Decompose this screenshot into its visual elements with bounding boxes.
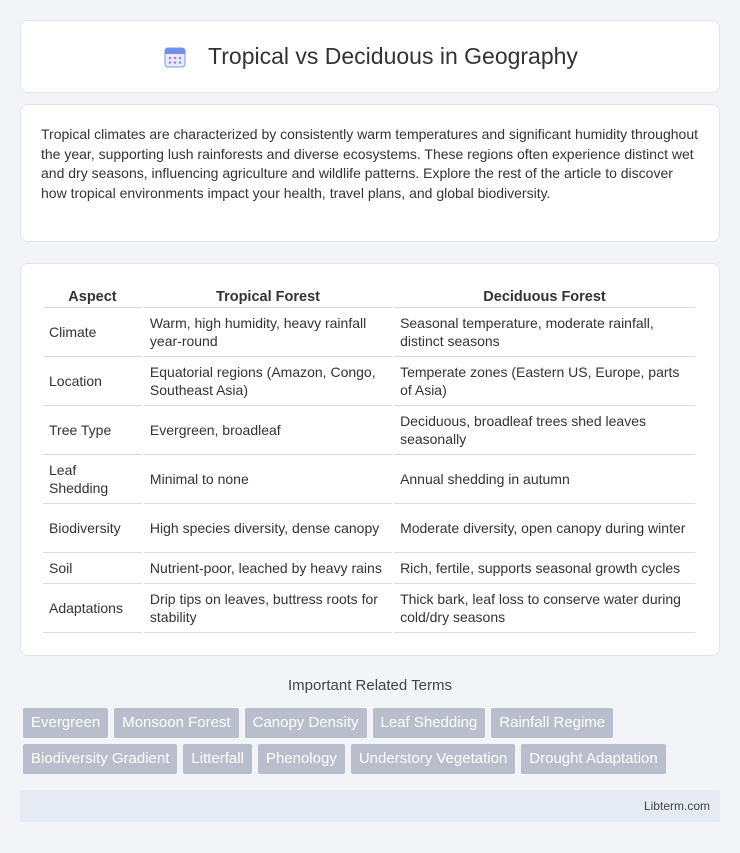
tag-understory-vegetation[interactable]: Understory Vegetation [351, 744, 515, 774]
footer-site-link[interactable]: Libterm.com [643, 799, 710, 813]
intro-text: Tropical climates are characterized by consistently warm temperatures and significant humidity throughout the year, supporting lush rainforests and diverse ecosystems. These regions often experience distinct wet and dry seasons, influencing agriculture and wildlife patterns. Explore the rest of the article to discover how tropical environments impact your health, travel plans, and global biodiversity. [41, 126, 699, 201]
cell-aspect: Location [43, 357, 142, 406]
cell-aspect: Soil [43, 553, 142, 584]
header-tropical: Tropical Forest [144, 284, 392, 308]
tag-litterfall[interactable]: Litterfall [183, 744, 252, 774]
related-terms-title: Important Related Terms [288, 677, 452, 694]
cell-tropical: Drip tips on leaves, buttress roots for stability [144, 584, 392, 633]
page-title: Tropical vs Deciduous in Geography [208, 43, 578, 69]
intro-card [20, 104, 720, 242]
header-aspect: Aspect [43, 284, 142, 308]
table-row [43, 308, 695, 357]
cell-tropical: Nutrient-poor, leached by heavy rains [144, 553, 392, 584]
cell-aspect: Leaf Shedding [43, 455, 142, 504]
tag-row [23, 744, 723, 774]
cell-tropical: High species diversity, dense canopy [144, 504, 392, 553]
tag-rainfall-regime[interactable]: Rainfall Regime [491, 708, 613, 738]
cell-tropical: Equatorial regions (Amazon, Congo, Southeast Asia) [144, 357, 392, 406]
cell-aspect: Tree Type [43, 406, 142, 455]
calendar-icon [162, 44, 188, 70]
tag-leaf-shedding[interactable]: Leaf Shedding [373, 708, 486, 738]
table-row [43, 584, 695, 633]
footer [20, 790, 720, 822]
cell-deciduous: Moderate diversity, open canopy during winter [394, 504, 695, 553]
table-row [43, 553, 695, 584]
cell-aspect: Biodiversity [43, 504, 142, 553]
title-wrap [162, 43, 578, 70]
cell-tropical: Evergreen, broadleaf [144, 406, 392, 455]
tag-phenology[interactable]: Phenology [258, 744, 345, 774]
tag-canopy-density[interactable]: Canopy Density [245, 708, 367, 738]
tag-evergreen[interactable]: Evergreen [23, 708, 108, 738]
header-deciduous: Deciduous Forest [394, 284, 695, 308]
comparison-table-card [20, 263, 720, 656]
cell-deciduous: Thick bark, leaf loss to conserve water during cold/dry seasons [394, 584, 695, 633]
cell-tropical: Minimal to none [144, 455, 392, 504]
cell-deciduous: Rich, fertile, supports seasonal growth cycles [394, 553, 695, 584]
cell-deciduous: Deciduous, broadleaf trees shed leaves seasonally [394, 406, 695, 455]
comparison-table [41, 284, 697, 633]
cell-deciduous: Annual shedding in autumn [394, 455, 695, 504]
cell-deciduous: Seasonal temperature, moderate rainfall, distinct seasons [394, 308, 695, 357]
tag-monsoon-forest[interactable]: Monsoon Forest [114, 708, 238, 738]
cell-aspect: Climate [43, 308, 142, 357]
tag-drought-adaptation[interactable]: Drought Adaptation [521, 744, 665, 774]
header-card [20, 20, 720, 93]
tag-row [23, 708, 723, 738]
table-row [43, 406, 695, 455]
table-row [43, 455, 695, 504]
cell-tropical: Warm, high humidity, heavy rainfall year-round [144, 308, 392, 357]
cell-deciduous: Temperate zones (Eastern US, Europe, parts of Asia) [394, 357, 695, 406]
related-terms-tags [23, 708, 723, 780]
tag-biodiversity-gradient[interactable]: Biodiversity Gradient [23, 744, 177, 774]
table-row [43, 504, 695, 553]
table-header-row [43, 284, 695, 308]
table-row [43, 357, 695, 406]
cell-aspect: Adaptations [43, 584, 142, 633]
